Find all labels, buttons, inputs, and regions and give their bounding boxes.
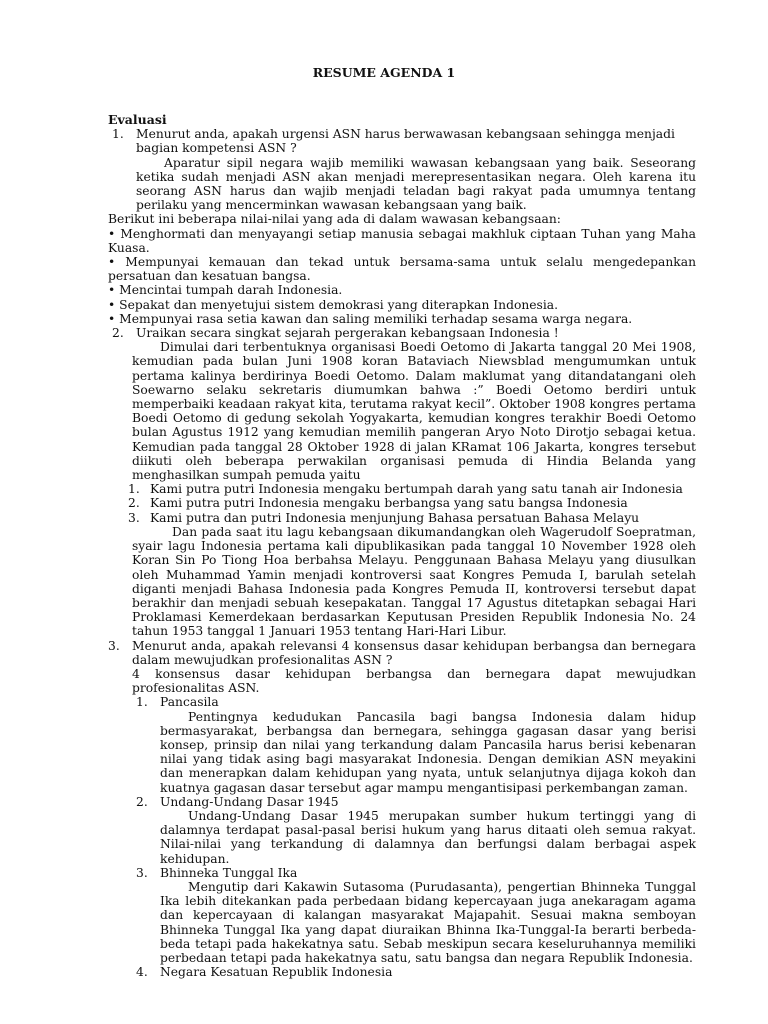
question-2 xyxy=(108,326,696,340)
oath-number: 1. xyxy=(128,482,140,497)
consensus-text: Mengutip dari Kakawin Sutasoma (Purudasanta), pengertian Bhinneka Tunggal Ika lebih ditekankan pada perbedaan bidang kepercayaan juga anekaragam agama dan kepercayaan di kalangan masyarakat Majapahit. Sesuai makna semboyan Bhinneka Tunggal Ika yang dapat diuraikan Bhinna Ika-Tunggal-Ia berarti berbeda-beda tetapi pada hakekatnya satu. Sebab meskipun secara keseluruhannya memiliki perbedaan tetapi pada hakekatnya satu, satu bangsa dan negara Republik Indonesia. xyxy=(160,879,696,965)
consensus-label: Undang-Undang Dasar 1945 xyxy=(160,794,339,809)
value-bullet: • Sepakat dan menyetujui sistem demokrasi yang diterapkan Indonesia. xyxy=(108,297,559,312)
consensus-item xyxy=(108,795,696,809)
question-3 xyxy=(108,639,696,667)
consensus-text: Undang-Undang Dasar 1945 merupakan sumber hukum tertinggi yang di dalamnya terdapat pasal-pasal berisi hukum yang harus ditaati oleh semua rakyat. Nilai-nilai yang terkandung di dalamnya dan berfungsi dalam berbagai aspek kehidupan. xyxy=(160,808,696,866)
oath-text: Kami putra putri Indonesia mengaku berbangsa yang satu bangsa Indonesia xyxy=(150,496,628,511)
consensus-label: Pancasila xyxy=(160,695,219,710)
consensus-label: Negara Kesatuan Republik Indonesia xyxy=(160,965,393,980)
values-intro: Berikut ini beberapa nilai-nilai yang ada di dalam wawasan kebangsaan: xyxy=(108,212,561,227)
value-bullet: • Mempunyai kemauan dan tekad untuk bersama-sama untuk selalu mengedepankan persatuan dan kesatuan bangsa. xyxy=(108,255,696,284)
question-text: Menurut anda, apakah urgensi ASN harus berwawasan kebangsaan sehingga menjadi bagian kompetensi ASN ? xyxy=(136,127,675,156)
consensus-item xyxy=(108,965,696,979)
question-number: 2. xyxy=(112,326,124,341)
consensus-number: 3. xyxy=(136,865,148,880)
history-paragraph: Dan pada saat itu lagu kebangsaan dikumandangkan oleh Wagerudolf Soepratman, syair lagu Indonesia pertama kali dipublikasikan pada tanggal 10 November 1928 oleh Koran Sin Po Tiong Hoa berbahsa Melayu. Penggunaan Bahasa Melayu yang diusulkan oleh Muhammad Yamin menjadi kontroversi saat Kongres Pemuda I, barulah setelah diganti menjadi Bahasa Indonesia pada Kongres Pemuda II, kontroversi tersebut dapat berakhir dan menjadi sebuah kesepakatan. Tanggal 17 Agustus ditetapkan sebagai Hari Proklamasi Kemerdekaan berdasarkan Keputusan Presiden Republik Indonesia No. 24 tahun 1953 tanggal 1 Januari 1953 tentang Hari-Hari Libur. xyxy=(132,524,696,639)
question-1 xyxy=(108,127,696,155)
consensus-item xyxy=(108,866,696,880)
oath-number: 3. xyxy=(128,510,140,525)
answer-paragraph: Aparatur sipil negara wajib memiliki wawasan kebangsaan yang baik. Seseorang ketika sudah menjadi ASN akan menjadi merepresentasikan negara. Oleh karena itu seorang ASN harus dan wajib menjadi teladan bagi rakyat pada umumnya tentang perilaku yang mencerminkan wawasan kebangsaan yang baik. xyxy=(136,155,696,213)
consensus-label: Bhinneka Tunggal Ika xyxy=(160,865,298,880)
section-heading: Evaluasi xyxy=(108,112,167,127)
consensus-item xyxy=(108,695,696,709)
oath-item xyxy=(108,511,696,525)
consensus-number: 4. xyxy=(136,965,148,980)
question-text: Uraikan secara singkat sejarah pergerakan kebangsaan Indonesia ! xyxy=(136,326,559,341)
oath-text: Kami putra dan putri Indonesia menjunjung Bahasa persatuan Bahasa Melayu xyxy=(150,510,640,525)
answer-paragraph: 4 konsensus dasar kehidupan berbangsa dan bernegara dapat mewujudkan profesionalitas ASN. xyxy=(132,666,696,696)
question-number: 1. xyxy=(112,127,124,142)
oath-item xyxy=(108,496,696,510)
document-title: RESUME AGENDA 1 xyxy=(312,65,456,80)
question-text: Menurut anda, apakah relevansi 4 konsensus dasar kehidupan berbangsa dan bernegara dalam mewujudkan profesionalitas ASN ? xyxy=(132,638,696,667)
document-content xyxy=(108,113,696,979)
value-bullet: • Mempunyai rasa setia kawan dan saling memiliki terhadap sesama warga negara. xyxy=(108,311,633,326)
consensus-text: Pentingnya kedudukan Pancasila bagi bangsa Indonesia dalam hidup bermasyarakat, berbangsa dan bernegara, sehingga gagasan dasar yang berisi konsep, prinsip dan nilai yang terkandung dalam Pancasila harus berisi kebenaran nilai yang tidak asing bagi masyarakat Indonesia. Dengan demikian ASN meyakini dan menerapkan dalam kehidupan yang nyata, untuk selanjutnya dijaga kokoh dan kuatnya gagasan dasar tersebut agar mampu mengantisipasi perkembangan zaman. xyxy=(160,709,696,795)
value-bullet: • Menghormati dan menyayangi setiap manusia sebagai makhluk ciptaan Tuhan yang Maha Kuasa. xyxy=(108,226,696,255)
consensus-number: 2. xyxy=(136,794,148,809)
oath-item xyxy=(108,482,696,496)
oath-text: Kami putra putri Indonesia mengaku bertumpah darah yang satu tanah air Indonesia xyxy=(150,482,683,497)
history-paragraph: Dimulai dari terbentuknya organisasi Boedi Oetomo di Jakarta tanggal 20 Mei 1908, kemudian pada bulan Juni 1908 koran Bataviach Niewsblad mengumumkan untuk pertama kalinya berdirinya Boedi Oetomo. Dalam maklumat yang ditandatangani oleh Soewarno selaku sekretaris diumumkan bahwa :” Boedi Oetomo berdiri untuk memperbaiki keadaan rakyat kita, terutama rakyat kecil”. Oktober 1908 kongres pertama Boedi Oetomo di gedung sekolah Yogyakarta, kemudian kongres terakhir Boedi Oetomo bulan Agustus 1912 yang kemudian memilih pangeran Aryo Noto Dirotjo sebagai ketua. Kemudian pada tanggal 28 Oktober 1928 di jalan KRamat 106 Jakarta, kongres tersebut diikuti oleh beberapa perwakilan organisasi pemuda di Hindia Belanda yang menghasilkan sumpah pemuda yaitu xyxy=(132,340,696,483)
value-bullet: • Mencintai tumpah darah Indonesia. xyxy=(108,283,343,298)
oath-number: 2. xyxy=(128,496,140,511)
consensus-number: 1. xyxy=(136,695,148,710)
question-number: 3. xyxy=(108,638,120,653)
